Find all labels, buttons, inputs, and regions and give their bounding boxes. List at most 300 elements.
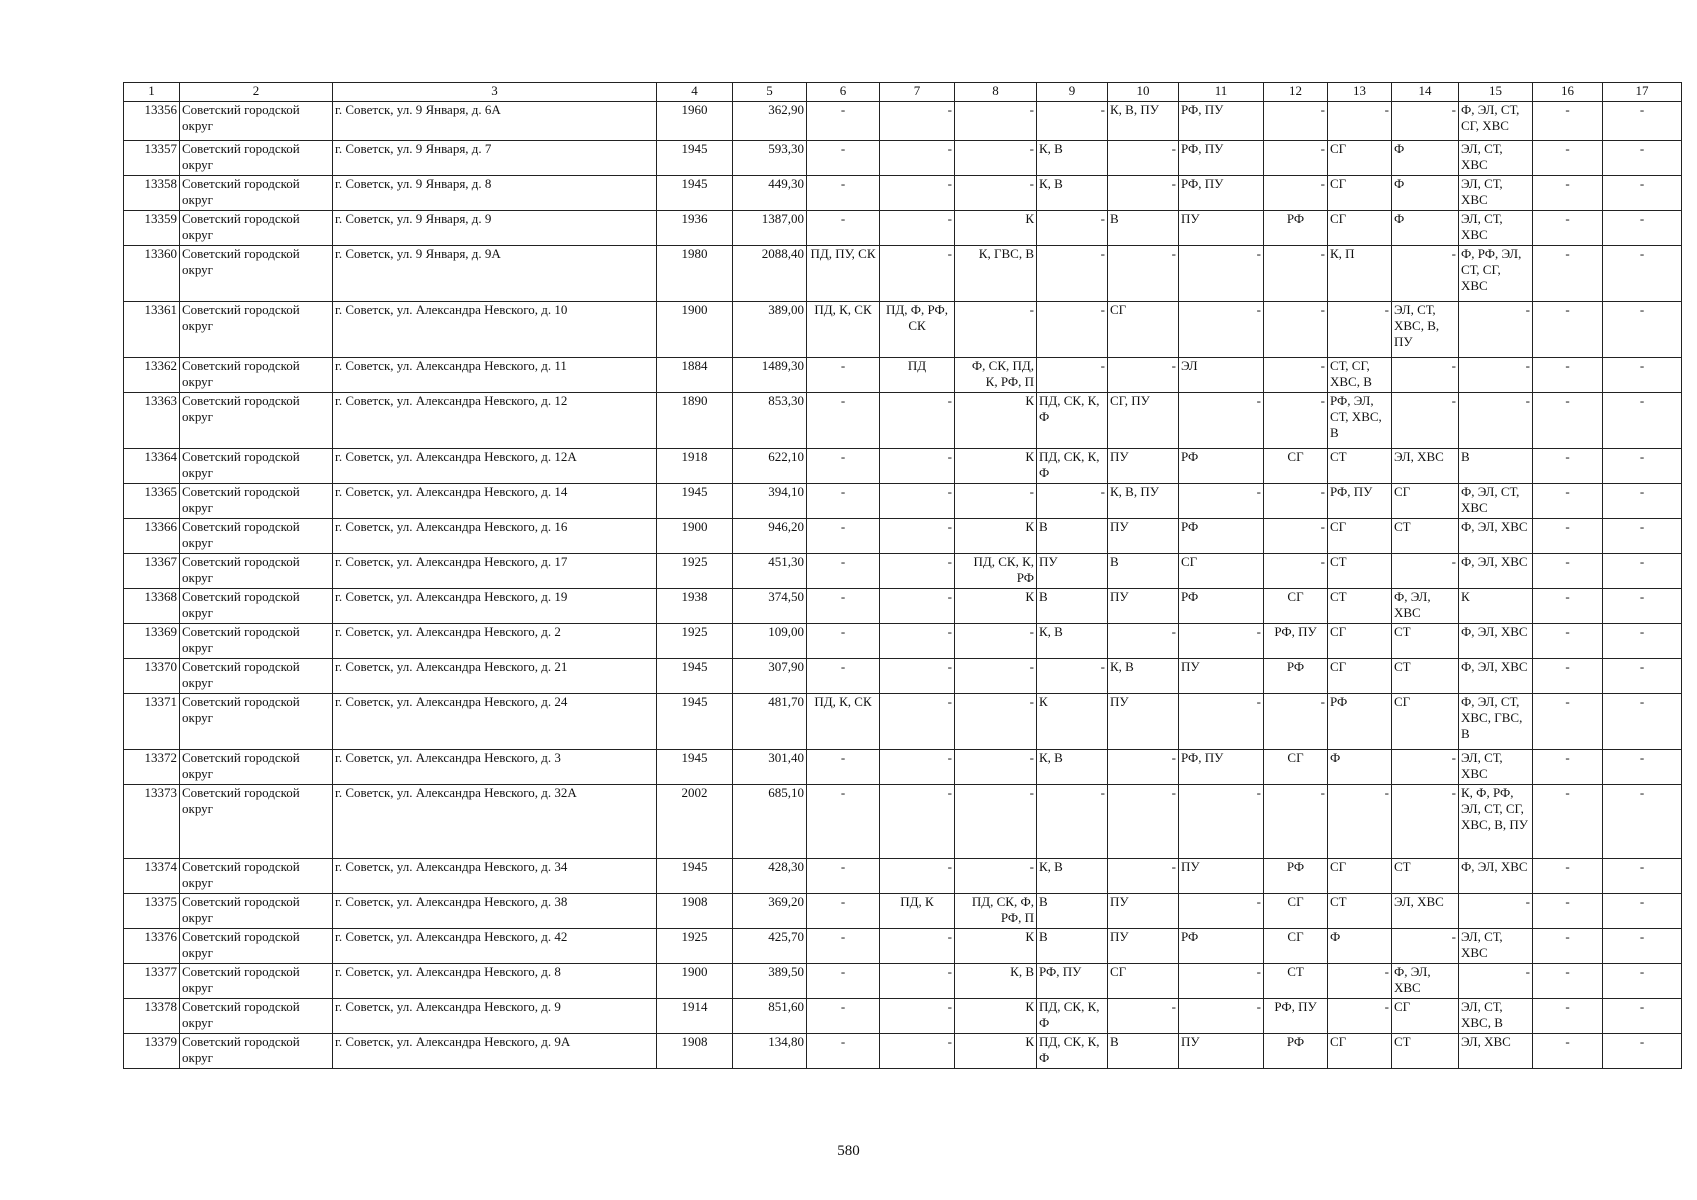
table-row bbox=[124, 624, 1682, 659]
table-row bbox=[124, 102, 1682, 141]
table-cell: СГ bbox=[1264, 750, 1328, 785]
table-cell: СТ bbox=[1392, 519, 1459, 554]
table-cell: 853,30 bbox=[733, 393, 807, 449]
table-cell: - bbox=[1533, 659, 1603, 694]
table-cell: К bbox=[955, 449, 1037, 484]
table-cell: ПУ bbox=[1108, 694, 1179, 750]
table-cell: 1945 bbox=[657, 694, 733, 750]
table-cell: г. Советск, ул. Александра Невского, д. 9А bbox=[333, 1034, 657, 1069]
table-cell: ПУ bbox=[1108, 929, 1179, 964]
table-cell: СГ bbox=[1264, 589, 1328, 624]
table-cell: Ф, ЭЛ, ХВС bbox=[1459, 624, 1533, 659]
table-cell: Советский городской округ bbox=[180, 519, 333, 554]
table-cell: СГ bbox=[1328, 859, 1392, 894]
table-row bbox=[124, 694, 1682, 750]
table-cell: - bbox=[807, 176, 880, 211]
table-cell: - bbox=[807, 141, 880, 176]
table-cell: г. Советск, ул. Александра Невского, д. 24 bbox=[333, 694, 657, 750]
table-cell: - bbox=[880, 750, 955, 785]
table-cell: 1914 bbox=[657, 999, 733, 1034]
table-cell: г. Советск, ул. Александра Невского, д. 11 bbox=[333, 358, 657, 393]
table-cell: - bbox=[1108, 785, 1179, 859]
table-cell: Советский городской округ bbox=[180, 358, 333, 393]
table-cell: г. Советск, ул. Александра Невского, д. 2 bbox=[333, 624, 657, 659]
table-cell: - bbox=[1603, 659, 1682, 694]
table-cell: Ф, СК, ПД, К, РФ, П bbox=[955, 358, 1037, 393]
table-cell: К, В bbox=[1037, 176, 1108, 211]
table-cell: СГ bbox=[1179, 554, 1264, 589]
table-cell: г. Советск, ул. 9 Января, д. 6А bbox=[333, 102, 657, 141]
table-cell: 451,30 bbox=[733, 554, 807, 589]
table-cell: - bbox=[1264, 102, 1328, 141]
table-cell: К, В bbox=[1037, 859, 1108, 894]
table-cell: - bbox=[807, 102, 880, 141]
table-cell: К, В bbox=[1037, 624, 1108, 659]
table-cell: - bbox=[880, 929, 955, 964]
table-cell: 134,80 bbox=[733, 1034, 807, 1069]
table-cell: К, Ф, РФ, ЭЛ, СТ, СГ, ХВС, В, ПУ bbox=[1459, 785, 1533, 859]
table-cell: - bbox=[1037, 211, 1108, 246]
table-cell: 1938 bbox=[657, 589, 733, 624]
table-cell: ПУ bbox=[1179, 859, 1264, 894]
table-cell: - bbox=[807, 393, 880, 449]
table-cell: РФ, ЭЛ, СТ, ХВС, В bbox=[1328, 393, 1392, 449]
table-cell: 13361 bbox=[124, 302, 180, 358]
table-cell: 428,30 bbox=[733, 859, 807, 894]
column-header: 9 bbox=[1037, 83, 1108, 102]
table-cell: - bbox=[880, 102, 955, 141]
table-cell: - bbox=[807, 554, 880, 589]
table-cell: 425,70 bbox=[733, 929, 807, 964]
table-cell: Ф bbox=[1392, 176, 1459, 211]
table-cell: - bbox=[1108, 246, 1179, 302]
table-cell: 13376 bbox=[124, 929, 180, 964]
table-cell: К bbox=[955, 1034, 1037, 1069]
table-cell: - bbox=[1533, 246, 1603, 302]
table-cell: 362,90 bbox=[733, 102, 807, 141]
table-cell: - bbox=[807, 519, 880, 554]
table-cell: - bbox=[1533, 964, 1603, 999]
table-cell: - bbox=[1264, 141, 1328, 176]
table-cell: Советский городской округ bbox=[180, 1034, 333, 1069]
table-cell: К bbox=[955, 393, 1037, 449]
table-cell: - bbox=[1108, 176, 1179, 211]
table-cell: 13357 bbox=[124, 141, 180, 176]
table-row bbox=[124, 1034, 1682, 1069]
table-cell: - bbox=[880, 785, 955, 859]
table-cell: - bbox=[955, 694, 1037, 750]
table-cell: - bbox=[1603, 785, 1682, 859]
table-cell: - bbox=[1603, 141, 1682, 176]
table-cell: - bbox=[880, 1034, 955, 1069]
table-cell: ПД, К, СК bbox=[807, 694, 880, 750]
table-row bbox=[124, 211, 1682, 246]
table-cell: РФ, ПУ bbox=[1328, 484, 1392, 519]
table-cell: г. Советск, ул. 9 Января, д. 8 bbox=[333, 176, 657, 211]
table-cell: Ф, ЭЛ, ХВС bbox=[1459, 519, 1533, 554]
table-cell: - bbox=[807, 449, 880, 484]
table-cell: 1945 bbox=[657, 141, 733, 176]
table-cell: г. Советск, ул. Александра Невского, д. 34 bbox=[333, 859, 657, 894]
table-cell: СГ bbox=[1328, 624, 1392, 659]
table-cell: - bbox=[1533, 785, 1603, 859]
column-header: 15 bbox=[1459, 83, 1533, 102]
table-cell: - bbox=[1603, 519, 1682, 554]
table-cell: - bbox=[1264, 519, 1328, 554]
table-cell: - bbox=[1179, 624, 1264, 659]
table-cell: ПД, СК, К, Ф bbox=[1037, 449, 1108, 484]
table-row bbox=[124, 894, 1682, 929]
table-cell: - bbox=[1533, 484, 1603, 519]
table-body bbox=[124, 102, 1682, 1069]
table-cell: Советский городской округ bbox=[180, 211, 333, 246]
table-cell: г. Советск, ул. Александра Невского, д. 32А bbox=[333, 785, 657, 859]
table-cell: - bbox=[1603, 102, 1682, 141]
table-cell: - bbox=[880, 694, 955, 750]
table-cell: 13367 bbox=[124, 554, 180, 589]
table-cell: 13364 bbox=[124, 449, 180, 484]
table-row bbox=[124, 449, 1682, 484]
table-cell: Советский городской округ bbox=[180, 624, 333, 659]
table-cell: 1945 bbox=[657, 176, 733, 211]
column-header: 13 bbox=[1328, 83, 1392, 102]
column-header: 17 bbox=[1603, 83, 1682, 102]
table-cell: РФ bbox=[1179, 589, 1264, 624]
table-cell: Ф, ЭЛ, СТ, СГ, ХВС bbox=[1459, 102, 1533, 141]
table-cell: - bbox=[1328, 302, 1392, 358]
table-cell: 946,20 bbox=[733, 519, 807, 554]
column-header: 12 bbox=[1264, 83, 1328, 102]
table-cell: Советский городской округ bbox=[180, 449, 333, 484]
table-cell: Ф, ЭЛ, ХВС bbox=[1392, 589, 1459, 624]
table-cell: 1908 bbox=[657, 1034, 733, 1069]
table-cell: - bbox=[1328, 999, 1392, 1034]
table-cell: - bbox=[1603, 449, 1682, 484]
table-cell: г. Советск, ул. 9 Января, д. 7 bbox=[333, 141, 657, 176]
table-cell: РФ, ПУ bbox=[1179, 750, 1264, 785]
table-cell: - bbox=[1603, 750, 1682, 785]
table-cell: Советский городской округ bbox=[180, 894, 333, 929]
table-cell: В bbox=[1108, 554, 1179, 589]
table-cell: Ф, ЭЛ, ХВС bbox=[1392, 964, 1459, 999]
table-cell: РФ, ПУ bbox=[1179, 141, 1264, 176]
table-cell: Советский городской округ bbox=[180, 102, 333, 141]
table-cell: РФ, ПУ bbox=[1179, 102, 1264, 141]
table-cell: - bbox=[807, 750, 880, 785]
table-cell: ПУ bbox=[1179, 1034, 1264, 1069]
table-cell: - bbox=[880, 393, 955, 449]
table-cell: Ф, ЭЛ, СТ, ХВС bbox=[1459, 484, 1533, 519]
table-cell: Ф bbox=[1328, 929, 1392, 964]
table-cell: г. Советск, ул. Александра Невского, д. 14 bbox=[333, 484, 657, 519]
table-cell: - bbox=[807, 211, 880, 246]
table-row bbox=[124, 141, 1682, 176]
table-cell: - bbox=[1603, 624, 1682, 659]
table-cell: - bbox=[1037, 102, 1108, 141]
table-cell: - bbox=[880, 141, 955, 176]
table-cell: Ф, ЭЛ, ХВС bbox=[1459, 659, 1533, 694]
table-cell: - bbox=[1603, 211, 1682, 246]
table-cell: В bbox=[1108, 1034, 1179, 1069]
table-cell: 1900 bbox=[657, 302, 733, 358]
table-cell: - bbox=[1533, 176, 1603, 211]
table-cell: - bbox=[880, 589, 955, 624]
table-cell: ПД, К, СК bbox=[807, 302, 880, 358]
table-cell: ЭЛ, ХВС bbox=[1392, 449, 1459, 484]
table-cell: - bbox=[1037, 246, 1108, 302]
table-cell: - bbox=[1459, 302, 1533, 358]
table-cell: ЭЛ bbox=[1179, 358, 1264, 393]
table-cell: - bbox=[1533, 999, 1603, 1034]
table-cell: - bbox=[1603, 859, 1682, 894]
table-cell: РФ bbox=[1179, 449, 1264, 484]
table-cell: РФ bbox=[1264, 211, 1328, 246]
table-cell: - bbox=[1533, 859, 1603, 894]
table-cell: - bbox=[1533, 211, 1603, 246]
table-cell: - bbox=[1533, 102, 1603, 141]
table-cell: 1890 bbox=[657, 393, 733, 449]
table-cell: г. Советск, ул. Александра Невского, д. 38 bbox=[333, 894, 657, 929]
table-cell: СГ bbox=[1328, 519, 1392, 554]
table-cell: СТ bbox=[1392, 859, 1459, 894]
table-cell: - bbox=[1459, 894, 1533, 929]
table-cell: - bbox=[1533, 589, 1603, 624]
table-cell: - bbox=[1459, 393, 1533, 449]
table-cell: г. Советск, ул. Александра Невского, д. 3 bbox=[333, 750, 657, 785]
table-cell: 1884 bbox=[657, 358, 733, 393]
table-cell: г. Советск, ул. Александра Невского, д. 19 bbox=[333, 589, 657, 624]
table-cell: - bbox=[1603, 694, 1682, 750]
table-cell: Советский городской округ bbox=[180, 785, 333, 859]
table-cell: РФ bbox=[1264, 859, 1328, 894]
table-cell: - bbox=[1179, 246, 1264, 302]
table-cell: 13369 bbox=[124, 624, 180, 659]
table-cell: - bbox=[1037, 484, 1108, 519]
table-cell: - bbox=[1603, 964, 1682, 999]
table-cell: - bbox=[1392, 554, 1459, 589]
table-cell: г. Советск, ул. Александра Невского, д. 12А bbox=[333, 449, 657, 484]
table-cell: - bbox=[1179, 785, 1264, 859]
table-cell: ПУ bbox=[1179, 211, 1264, 246]
table-cell: Советский городской округ bbox=[180, 176, 333, 211]
table-cell: г. Советск, ул. Александра Невского, д. 8 bbox=[333, 964, 657, 999]
table-cell: 1900 bbox=[657, 519, 733, 554]
column-header: 10 bbox=[1108, 83, 1179, 102]
table-cell: - bbox=[1533, 750, 1603, 785]
table-cell: - bbox=[1264, 176, 1328, 211]
table-cell: ПД, Ф, РФ, СК bbox=[880, 302, 955, 358]
table-cell: - bbox=[1108, 358, 1179, 393]
table-cell: 1945 bbox=[657, 659, 733, 694]
table-cell: 2088,40 bbox=[733, 246, 807, 302]
table-cell: Ф, ЭЛ, ХВС bbox=[1459, 554, 1533, 589]
table-cell: - bbox=[880, 964, 955, 999]
table-cell: - bbox=[880, 999, 955, 1034]
table-cell: - bbox=[1264, 694, 1328, 750]
table-cell: - bbox=[1392, 785, 1459, 859]
table-cell: ПД, СК, К, РФ bbox=[955, 554, 1037, 589]
table-cell: - bbox=[1392, 246, 1459, 302]
table-cell: - bbox=[807, 659, 880, 694]
table-cell: РФ, ПУ bbox=[1264, 624, 1328, 659]
table-row bbox=[124, 929, 1682, 964]
table-row bbox=[124, 785, 1682, 859]
column-header: 7 bbox=[880, 83, 955, 102]
column-header: 2 bbox=[180, 83, 333, 102]
table-cell: 1489,30 bbox=[733, 358, 807, 393]
table-cell: ЭЛ, ХВС bbox=[1392, 894, 1459, 929]
table-cell: СТ bbox=[1392, 624, 1459, 659]
table-cell: - bbox=[1264, 393, 1328, 449]
table-cell: - bbox=[1533, 302, 1603, 358]
table-cell: - bbox=[807, 484, 880, 519]
table-cell: СТ bbox=[1328, 449, 1392, 484]
table-cell: СГ bbox=[1264, 894, 1328, 929]
table-cell: Ф bbox=[1328, 750, 1392, 785]
table-cell: - bbox=[1533, 694, 1603, 750]
table-cell: Ф bbox=[1392, 141, 1459, 176]
table-cell: Советский городской округ bbox=[180, 659, 333, 694]
table-cell: - bbox=[1533, 519, 1603, 554]
table-cell: г. Советск, ул. 9 Января, д. 9А bbox=[333, 246, 657, 302]
table-cell: Советский городской округ bbox=[180, 246, 333, 302]
table-cell: В bbox=[1037, 589, 1108, 624]
table-cell: Советский городской округ bbox=[180, 999, 333, 1034]
table-row bbox=[124, 589, 1682, 624]
table-cell: - bbox=[880, 554, 955, 589]
table-row bbox=[124, 358, 1682, 393]
table-cell: - bbox=[1179, 694, 1264, 750]
table-cell: - bbox=[1533, 358, 1603, 393]
table-cell: 13379 bbox=[124, 1034, 180, 1069]
table-cell: 389,50 bbox=[733, 964, 807, 999]
table-cell: - bbox=[1264, 246, 1328, 302]
page-number: 580 bbox=[837, 1143, 860, 1159]
table-cell: К, В bbox=[1037, 750, 1108, 785]
table-cell: - bbox=[807, 964, 880, 999]
table-cell: 1945 bbox=[657, 484, 733, 519]
table-cell: - bbox=[1264, 302, 1328, 358]
table-cell: СТ bbox=[1328, 894, 1392, 929]
table-cell: СГ bbox=[1328, 176, 1392, 211]
table-cell: ПУ bbox=[1108, 519, 1179, 554]
table-cell: 1925 bbox=[657, 624, 733, 659]
table-cell: К, В bbox=[1108, 659, 1179, 694]
table-row bbox=[124, 999, 1682, 1034]
table-cell: ПУ bbox=[1108, 894, 1179, 929]
table-cell: - bbox=[880, 211, 955, 246]
table-cell: 685,10 bbox=[733, 785, 807, 859]
table-cell: - bbox=[1037, 302, 1108, 358]
table-cell: СГ bbox=[1264, 449, 1328, 484]
table-cell: - bbox=[1603, 393, 1682, 449]
table-cell: 13374 bbox=[124, 859, 180, 894]
table-cell: - bbox=[1533, 393, 1603, 449]
table-cell: ПД, К bbox=[880, 894, 955, 929]
table-cell: 1387,00 bbox=[733, 211, 807, 246]
table-cell: - bbox=[1603, 999, 1682, 1034]
table-cell: - bbox=[807, 589, 880, 624]
table-cell: - bbox=[1603, 246, 1682, 302]
table-cell: Советский городской округ bbox=[180, 694, 333, 750]
table-cell: - bbox=[807, 929, 880, 964]
table-cell: 449,30 bbox=[733, 176, 807, 211]
table-cell: 13370 bbox=[124, 659, 180, 694]
table-cell: ПУ bbox=[1179, 659, 1264, 694]
table-cell: - bbox=[807, 999, 880, 1034]
table-cell: В bbox=[1037, 519, 1108, 554]
table-cell: - bbox=[1264, 484, 1328, 519]
table-cell: СГ bbox=[1392, 484, 1459, 519]
column-header: 11 bbox=[1179, 83, 1264, 102]
column-header: 14 bbox=[1392, 83, 1459, 102]
table-cell: 13360 bbox=[124, 246, 180, 302]
table-cell: - bbox=[1264, 554, 1328, 589]
table-cell: г. Советск, ул. Александра Невского, д. 10 bbox=[333, 302, 657, 358]
table-cell: РФ, ПУ bbox=[1037, 964, 1108, 999]
table-cell: - bbox=[1533, 894, 1603, 929]
table-cell: К, ГВС, В bbox=[955, 246, 1037, 302]
table-cell: - bbox=[955, 176, 1037, 211]
table-cell: Советский городской округ bbox=[180, 859, 333, 894]
table-cell: К, В bbox=[955, 964, 1037, 999]
table-cell: - bbox=[1108, 141, 1179, 176]
buildings-table bbox=[123, 82, 1682, 1069]
table-cell: 851,60 bbox=[733, 999, 807, 1034]
table-cell: К bbox=[1459, 589, 1533, 624]
table-cell: К, П bbox=[1328, 246, 1392, 302]
table-cell: 13356 bbox=[124, 102, 180, 141]
table-cell: 1925 bbox=[657, 929, 733, 964]
table-cell: СГ bbox=[1328, 1034, 1392, 1069]
table-cell: 13358 bbox=[124, 176, 180, 211]
table-cell: 13373 bbox=[124, 785, 180, 859]
table-cell: 307,90 bbox=[733, 659, 807, 694]
table-cell: - bbox=[1179, 999, 1264, 1034]
table-cell: 13362 bbox=[124, 358, 180, 393]
table-cell: - bbox=[1533, 449, 1603, 484]
table-cell: г. Советск, ул. Александра Невского, д. 9 bbox=[333, 999, 657, 1034]
table-cell: - bbox=[1533, 141, 1603, 176]
table-cell: СГ bbox=[1328, 659, 1392, 694]
table-cell: - bbox=[1328, 785, 1392, 859]
table-cell: - bbox=[1179, 894, 1264, 929]
table-cell: - bbox=[955, 484, 1037, 519]
table-cell: - bbox=[1108, 859, 1179, 894]
table-cell: - bbox=[1179, 393, 1264, 449]
table-cell: ПУ bbox=[1108, 589, 1179, 624]
table-cell: - bbox=[1392, 750, 1459, 785]
table-cell: Советский городской округ bbox=[180, 964, 333, 999]
table-cell: 1936 bbox=[657, 211, 733, 246]
table-row bbox=[124, 519, 1682, 554]
table-cell: РФ bbox=[1179, 519, 1264, 554]
table-row bbox=[124, 393, 1682, 449]
table-cell: Советский городской округ bbox=[180, 929, 333, 964]
table-cell: 109,00 bbox=[733, 624, 807, 659]
table-cell: - bbox=[807, 859, 880, 894]
table-cell: - bbox=[1392, 929, 1459, 964]
table-cell: К bbox=[955, 929, 1037, 964]
table-cell: К bbox=[955, 589, 1037, 624]
table-cell: СГ bbox=[1264, 929, 1328, 964]
table-cell: К, В, ПУ bbox=[1108, 102, 1179, 141]
table-cell: - bbox=[1264, 785, 1328, 859]
table-cell: 13359 bbox=[124, 211, 180, 246]
table-row bbox=[124, 246, 1682, 302]
table-cell: Советский городской округ bbox=[180, 484, 333, 519]
table-row bbox=[124, 659, 1682, 694]
